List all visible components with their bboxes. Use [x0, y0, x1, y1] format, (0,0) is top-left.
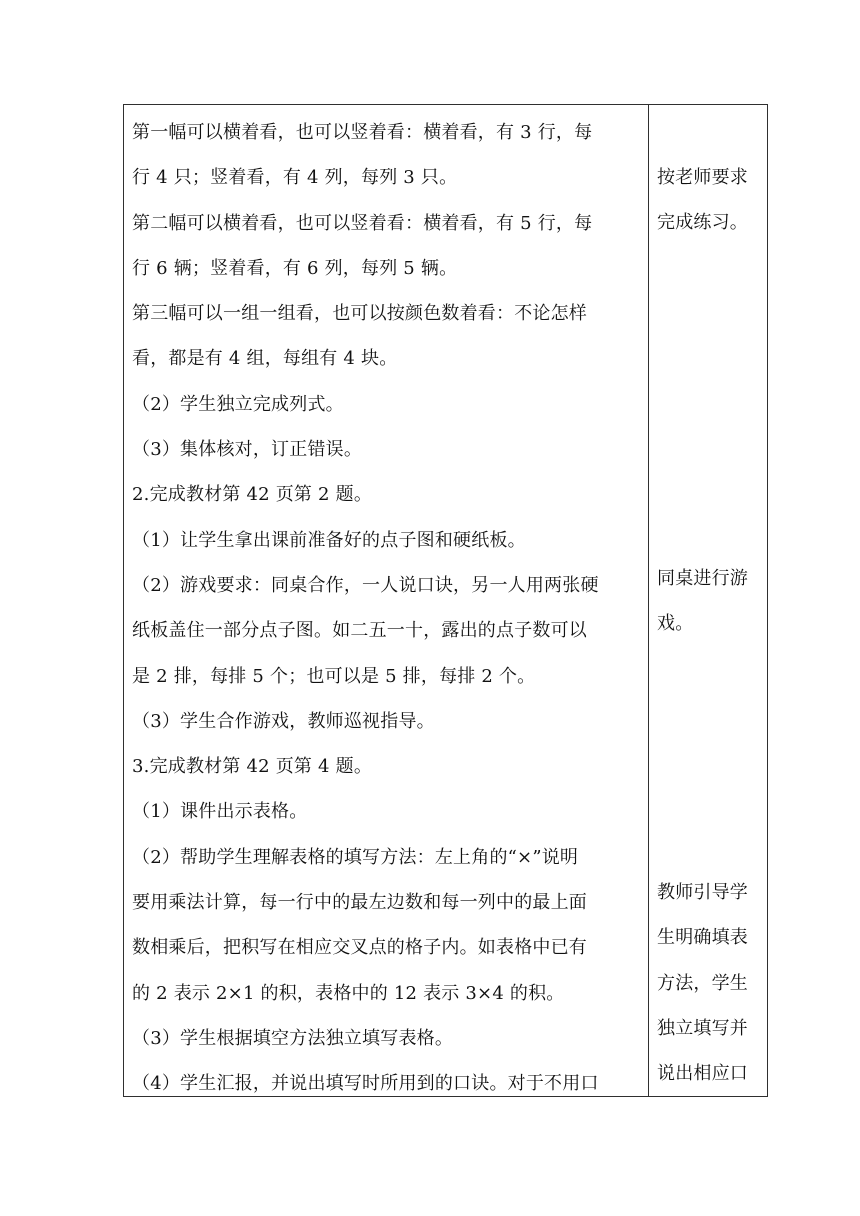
text-line: 行 6 辆；竖着看，有 6 列，每列 5 辆。 [132, 257, 458, 279]
text-line: 数相乘后，把积写在相应交叉点的格子内。如表格中已有 [132, 937, 587, 959]
text-line: 行 4 只；竖着看，有 4 列，每列 3 只。 [132, 167, 458, 189]
text-line: 要用乘法计算，每一行中的最左边数和每一列中的最上面 [132, 892, 587, 914]
student-note-game [657, 556, 765, 647]
text-line: 按老师要求 [657, 167, 748, 188]
text-line: 看，都是有 4 组，每组有 4 块。 [132, 348, 398, 370]
text-line: （3）学生合作游戏，教师巡视指导。 [132, 710, 435, 732]
text-line: （1）让学生拿出课前准备好的点子图和硬纸板。 [132, 529, 526, 551]
text-line: （2）学生独立完成列式。 [132, 393, 344, 415]
text-line: 3.完成教材第 42 页第 4 题。 [132, 756, 373, 778]
text-line: 教师引导学 [657, 882, 748, 903]
text-line: （1）课件出示表格。 [132, 801, 308, 823]
text-line: 第一幅可以横着看，也可以竖着看：横着看，有 3 行，每 [132, 122, 593, 143]
text-line: 戏。 [657, 613, 694, 635]
text-line: （2）游戏要求：同桌合作，一人说口诀，另一人用两张硬 [132, 574, 599, 596]
student-note-practice [657, 155, 765, 246]
text-line: （3）集体核对，订正错误。 [132, 439, 363, 461]
text-line: 2.完成教材第 42 页第 2 题。 [132, 484, 373, 506]
text-line: 方法，学生 [657, 972, 748, 994]
text-line: 的 2 表示 2×1 的积，表格中的 12 表示 3×4 的积。 [132, 982, 565, 1004]
text-line: （4）学生汇报，并说出填写时所用到的口诀。对于不用口 [132, 1073, 599, 1095]
text-line: 第二幅可以横着看，也可以竖着看：横着看，有 5 行，每 [132, 212, 593, 234]
text-line: 是 2 排，每排 5 个；也可以是 5 排，每排 2 个。 [132, 665, 536, 687]
lesson-table [123, 104, 768, 1097]
text-line: 生明确填表 [657, 927, 748, 949]
text-line: 完成练习。 [657, 212, 748, 234]
student-note-table [657, 870, 765, 1096]
text-line: （2）帮助学生理解表格的填写方法：左上角的“×”说明 [132, 846, 579, 868]
text-line: （3）学生根据填空方法独立填写表格。 [132, 1027, 454, 1049]
text-line: 独立填写并 [657, 1017, 748, 1039]
teacher-activity-column [124, 105, 649, 1096]
student-activity-column [649, 105, 767, 1096]
text-line: 纸板盖住一部分点子图。如二五一十，露出的点子数可以 [132, 620, 587, 642]
text-line: 第三幅可以一组一组看，也可以按颜色数着看：不论怎样 [132, 303, 587, 325]
text-line: 同桌进行游 [657, 568, 748, 589]
text-line: 说出相应口 [657, 1063, 748, 1085]
